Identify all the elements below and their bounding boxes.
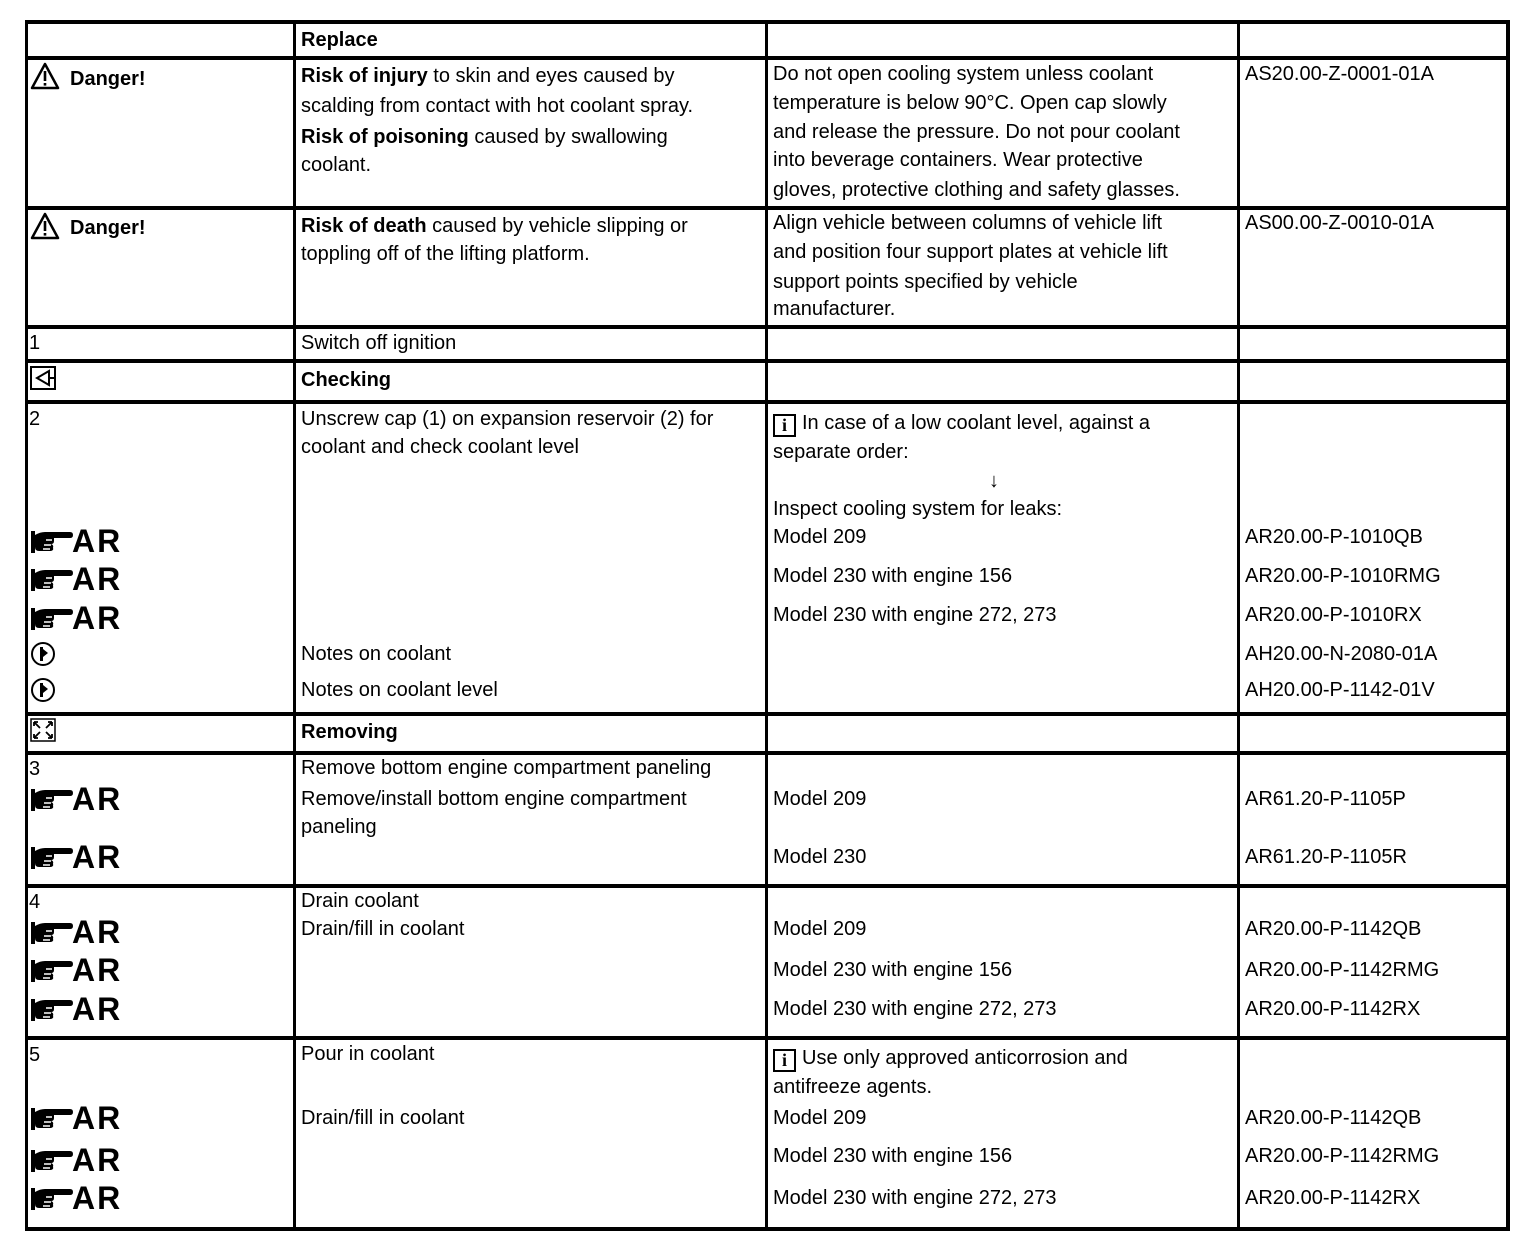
risk-injury-line2: scalding from contact with hot coolant spray.: [301, 95, 694, 117]
info-note-line1: [773, 1044, 1128, 1072]
step-text: Pour in coolant: [301, 1043, 435, 1065]
down-arrow-icon: ↓: [989, 470, 999, 492]
model-text: Model 230 with engine 156: [773, 565, 1013, 587]
step-subtext: Remove/install bottom engine compartment: [301, 788, 687, 810]
ar-reference-link[interactable]: [30, 601, 122, 635]
risk-text: caused by swallowing: [468, 126, 668, 148]
risk-death-line2: toppling off of the lifting platform.: [301, 243, 590, 265]
model-text: Model 230: [773, 846, 867, 868]
info-icon: i: [773, 1049, 796, 1072]
model-text: Model 209: [773, 526, 867, 548]
check-step-icon: [30, 366, 56, 395]
pointing-hand-icon: [30, 1183, 74, 1213]
pointing-hand-icon: [30, 842, 74, 872]
danger-label: Danger!: [70, 217, 146, 239]
step-text: Remove bottom engine compartment paneling: [301, 757, 712, 779]
pointing-hand-icon: [30, 994, 74, 1024]
note-link-text: Notes on coolant: [301, 643, 452, 665]
ar-label: AR: [72, 781, 123, 817]
risk-title: Risk of death: [301, 215, 427, 237]
ar-label: AR: [72, 914, 123, 950]
ar-reference-link[interactable]: [30, 953, 122, 987]
risk-text: caused by vehicle slipping or: [426, 215, 688, 237]
measure-line: Align vehicle between columns of vehicle lift: [773, 212, 1163, 234]
ar-reference-link[interactable]: [30, 1181, 122, 1215]
ar-reference-link[interactable]: [30, 840, 122, 874]
model-text: Model 209: [773, 788, 867, 810]
ar-reference-link[interactable]: [30, 562, 122, 596]
measure-line: temperature is below 90°C. Open cap slowly: [773, 92, 1167, 114]
doc-ref-link[interactable]: AR20.00-P-1010RX: [1245, 604, 1422, 626]
ar-label: AR: [72, 839, 123, 875]
measure-line: and position four support plates at vehicle lift: [773, 241, 1168, 263]
doc-ref-link[interactable]: AS00.00-Z-0010-01A: [1245, 212, 1435, 234]
step-text: Unscrew cap (1) on expansion reservoir (2) for: [301, 408, 714, 430]
doc-ref-link[interactable]: AR20.00-P-1142QB: [1245, 1107, 1422, 1129]
model-text: Model 230 with engine 156: [773, 959, 1013, 981]
info-icon: i: [773, 414, 796, 437]
note-icon[interactable]: [30, 641, 56, 672]
doc-ref-link[interactable]: AR20.00-P-1142QB: [1245, 918, 1422, 940]
step-text: Switch off ignition: [301, 332, 457, 354]
model-text: Model 230 with engine 272, 273: [773, 1187, 1057, 1209]
ar-label: AR: [72, 991, 123, 1027]
step-number: 3: [29, 758, 41, 780]
model-text: Model 209: [773, 1107, 867, 1129]
pointing-hand-icon: [30, 564, 74, 594]
doc-ref-link[interactable]: AR20.00-P-1142RMG: [1245, 959, 1440, 981]
risk-text: to skin and eyes caused by: [427, 65, 675, 87]
model-text: Model 230 with engine 272, 273: [773, 604, 1057, 626]
note-link-text: Notes on coolant level: [301, 679, 498, 701]
doc-ref-link[interactable]: AS20.00-Z-0001-01A: [1245, 63, 1435, 85]
pointing-hand-icon: [30, 784, 74, 814]
doc-ref-link[interactable]: AR20.00-P-1010RMG: [1245, 565, 1441, 587]
removal-icon: [30, 718, 56, 747]
pointing-hand-icon: [30, 526, 74, 556]
doc-ref-link[interactable]: AH20.00-P-1142-01V: [1245, 679, 1435, 701]
step-text: Drain coolant: [301, 890, 419, 912]
measure-line: Do not open cooling system unless coolant: [773, 63, 1154, 85]
section-title-replace: Replace: [301, 29, 378, 51]
step-subtext: paneling: [301, 816, 377, 838]
doc-ref-link[interactable]: AR20.00-P-1142RX: [1245, 1187, 1421, 1209]
info-note-line1: [773, 409, 1150, 437]
ar-reference-link[interactable]: [30, 1143, 122, 1177]
note-text: antifreeze agents.: [773, 1076, 932, 1098]
ar-reference-link[interactable]: [30, 915, 122, 949]
doc-ref-link[interactable]: AH20.00-N-2080-01A: [1245, 643, 1438, 665]
doc-ref-link[interactable]: AR61.20-P-1105R: [1245, 846, 1407, 868]
step-subtext: Drain/fill in coolant: [301, 918, 465, 940]
measure-line: and release the pressure. Do not pour coolant: [773, 121, 1180, 143]
ar-label: AR: [72, 523, 123, 559]
doc-ref-link[interactable]: AR20.00-P-1142RMG: [1245, 1145, 1440, 1167]
ar-label: AR: [72, 952, 123, 988]
inspect-text: Inspect cooling system for leaks:: [773, 498, 1063, 520]
pointing-hand-icon: [30, 955, 74, 985]
ar-label: AR: [72, 1180, 123, 1216]
note-text: In case of a low coolant level, against a: [802, 412, 1150, 434]
ar-reference-link[interactable]: [30, 524, 122, 558]
ar-label: AR: [72, 1142, 123, 1178]
risk-poisoning-line1: [301, 123, 668, 151]
step-number: 2: [29, 408, 41, 430]
risk-death-line1: [301, 212, 688, 240]
note-icon[interactable]: [30, 677, 56, 708]
measure-line: into beverage containers. Wear protective: [773, 149, 1143, 171]
warning-triangle-icon: [30, 62, 60, 95]
warning-triangle-icon: [30, 212, 60, 245]
danger-label: Danger!: [70, 68, 146, 90]
pointing-hand-icon: [30, 603, 74, 633]
pointing-hand-icon: [30, 1103, 74, 1133]
ar-reference-link[interactable]: [30, 1101, 122, 1135]
step-number: 4: [29, 891, 41, 913]
ar-reference-link[interactable]: [30, 992, 122, 1026]
section-title-checking: Checking: [301, 369, 392, 391]
measure-line: gloves, protective clothing and safety glasses.: [773, 179, 1180, 201]
model-text: Model 209: [773, 918, 867, 940]
model-text: Model 230 with engine 156: [773, 1145, 1013, 1167]
doc-ref-link[interactable]: AR20.00-P-1010QB: [1245, 526, 1423, 548]
measure-line: manufacturer.: [773, 298, 896, 320]
pointing-hand-icon: [30, 917, 74, 947]
step-number: 5: [29, 1044, 41, 1066]
section-title-removing: Removing: [301, 721, 398, 743]
note-text: Use only approved anticorrosion and: [802, 1047, 1128, 1069]
doc-ref-link[interactable]: AR20.00-P-1142RX: [1245, 998, 1421, 1020]
ar-label: AR: [72, 600, 123, 636]
ar-label: AR: [72, 1100, 123, 1136]
model-text: Model 230 with engine 272, 273: [773, 998, 1057, 1020]
risk-title: Risk of injury: [301, 65, 428, 87]
note-text: separate order:: [773, 441, 909, 463]
ar-label: AR: [72, 561, 123, 597]
risk-poisoning-line2: coolant.: [301, 154, 372, 176]
doc-ref-link[interactable]: AR61.20-P-1105P: [1245, 788, 1406, 810]
risk-title: Risk of poisoning: [301, 126, 469, 148]
risk-injury-line1: [301, 62, 675, 90]
measure-line: support points specified by vehicle: [773, 271, 1078, 293]
step-subtext: Drain/fill in coolant: [301, 1107, 465, 1129]
pointing-hand-icon: [30, 1145, 74, 1175]
step-text: coolant and check coolant level: [301, 436, 579, 458]
ar-reference-link[interactable]: [30, 782, 122, 816]
step-number: 1: [29, 332, 41, 354]
